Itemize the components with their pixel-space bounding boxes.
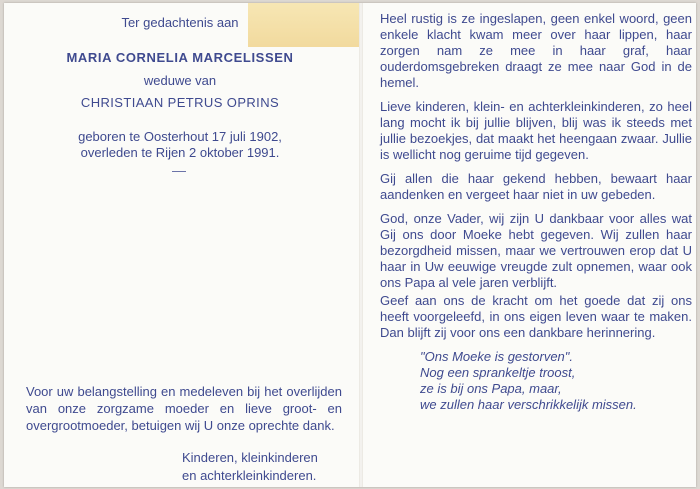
thanks-text: Voor uw belangstelling en medeleven bij het overlijden van onze zorgzame moeder en lieve groot- en overgrootmoeder, betuigen wij U onze oprechte dank. <box>26 384 342 433</box>
signature-block <box>182 449 352 485</box>
poem-line-1: "Ons Moeke is gestorven". <box>420 349 574 364</box>
center-fold <box>359 3 363 487</box>
paragraph-2: Lieve kinderen, klein- en achterkleinkinderen, zo heel lang mocht ik bij jullie blijven, blij was ik steeds met jullie bezoekjes, dat maakt het heengaan zwaar. Jullie is wellicht nog geruime tijd gegeven. <box>380 99 692 162</box>
memorial-card <box>4 3 696 487</box>
poem <box>420 349 692 413</box>
paragraph-3: Gij allen die haar gekend hebben, bewaart haar aandenken en vergeet haar niet in uw gebeden. <box>380 171 692 202</box>
poem-line-2: Nog een sprankeltje troost, <box>420 365 576 380</box>
signature-line-2: en achterkleinkinderen. <box>182 468 317 483</box>
husband-name: CHRISTIAAN PETRUS OPRINS <box>80 95 280 110</box>
deceased-name: MARIA CORNELIA MARCELISSEN <box>66 50 294 65</box>
birth-text: geboren te Oosterhout 17 juli 1902, <box>78 129 282 144</box>
left-panel <box>4 3 356 487</box>
signature-line-1: Kinderen, kleinkinderen <box>182 450 318 465</box>
poem-line-4: we zullen haar verschrikkelijk missen. <box>420 397 637 412</box>
right-panel <box>380 11 692 413</box>
paragraph-1: Heel rustig is ze ingeslapen, geen enkel woord, geen enkele klacht kwam meer over haar lippen, haar zorgen nam ze mee in haar graf, haar ouderdomsgebreken draagt ze mee naar God in de hemel. <box>380 11 692 90</box>
intro-text: Ter gedachtenis aan <box>121 15 239 30</box>
widow-text: weduwe van <box>143 73 217 88</box>
divider-dash <box>172 171 186 172</box>
poem-line-3: ze is bij ons Papa, maar, <box>420 381 562 396</box>
death-text: overleden te Rijen 2 oktober 1991. <box>80 145 280 160</box>
paragraph-5: Geef aan ons de kracht om het goede dat zij ons heeft voorgeleefd, in ons eigen leven waar te maken. Dan blijft zij voor ons een dankbare herinnering. <box>380 293 692 340</box>
paragraph-4: God, onze Vader, wij zijn U dankbaar voor alles wat Gij ons door Moeke hebt gegeven. Wij zullen haar bezorgdheid missen, maar we vertrouwen erop dat U haar in Uw eeuwige vreugde zult opnemen, waar ook ons Papa al vele jaren verblijft. <box>380 211 692 290</box>
